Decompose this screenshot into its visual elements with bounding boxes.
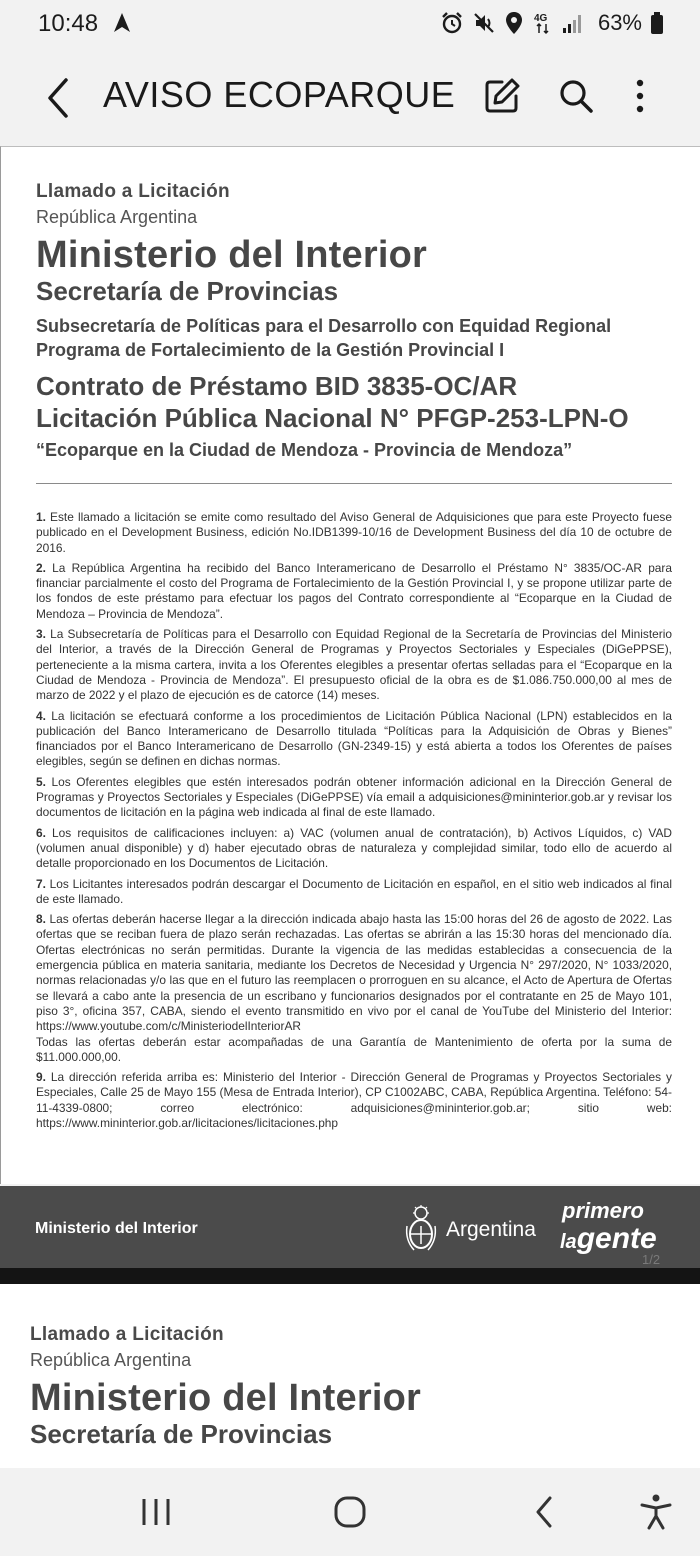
home-icon[interactable] [330,1494,370,1530]
status-bar [0,0,700,52]
page-separator [0,1268,700,1284]
paragraph: 7. Los Licitantes interesados podrán descargar el Documento de Licitación en español, en el sitio web indicados al final de este llamado. [36,876,672,906]
battery-percent: 63% [597,10,642,35]
doc-subsecretaria-line: Subsecretaría de Políticas para el Desarrollo con Equidad Regional [36,316,612,336]
doc-body [36,510,672,1131]
doc-licitacion-line: Licitación Pública Nacional N° PFGP-253-LPN-O [36,403,629,433]
doc-republica: República Argentina [36,207,198,227]
doc-llamado: Llamado a Licitación [30,1324,224,1345]
doc-llamado: Llamado a Licitación [36,181,230,202]
paragraph: 2. La República Argentina ha recibido del Banco Interamericano de Desarrollo el Préstamo N° 3835/OC-AR para financiar parcialmente el costo del Programa de Fortalecimiento de la Gestión Provincial I, y se propone utilizar parte de los fondos de este préstamo para efectuar los pagos del Contrato correspondiente al “Ecoparque en la Ciudad de Mendoza – Provincia de Mendoza”. [36,560,672,621]
doc-contrato [36,370,672,434]
footer-argentina: Argentina [446,1218,536,1241]
location-icon [504,11,524,35]
footer-la-gente: lagente [560,1222,657,1255]
back-arrow-icon[interactable] [40,76,80,120]
page-indicator: 1/2 [642,1252,661,1267]
paragraph: 1. Este llamado a licitación se emite como resultado del Aviso General de Adquisiciones que para este Proyecto fuese publicado en el Development Business, edición No.IDB1399-10/16 de Development Business del día 10 de octubre de 2016. [36,510,672,555]
doc-obra-title: “Ecoparque en la Ciudad de Mendoza - Provincia de Mendoza” [36,440,573,460]
paragraph: 9. La dirección referida arriba es: Ministerio del Interior - Dirección General de Programas y Proyectos Sectoriales y Especiales, Calle 25 de Mayo 155 (Mesa de Entrada Interior), CP C1002ABC, CABA, República Argentina. Teléfono: 54-11-4339-0800; correo electrónico: adquisiciones@mininterior.gob.ar; sitio web: https://www.mininterior.gob.ar/licitaciones/licitaciones.php [36,1070,672,1130]
doc-ministerio: Ministerio del Interior [36,234,427,276]
status-icons [440,10,664,36]
document-content-2 [30,1324,421,1449]
paragraph: 3. La Subsecretaría de Políticas para el Desarrollo con Equidad Regional de la Secretaría de Provincias del Ministerio del Interior, a través de la Dirección General de Programas y Proyectos Sectoriales y Especiales (DiGePPSE), perteneciente a la misma cartera, invita a los Oferentes elegibles a presentar ofertas selladas para el “Ecoparque en la Ciudad de Mendoza - Provincia de Mendoza”. El presupuesto oficial de la obra es de $1.086.750.000,00 al mes de marzo de 2022 y el plazo de ejecución es de catorce (14) meses. [36,627,672,703]
argentina-coat-of-arms-icon [404,1204,438,1254]
doc-programa-line: Programa de Fortalecimiento de la Gestión Provincial I [36,340,505,360]
divider [36,483,672,484]
svg-text:4G: 4G [533,13,548,24]
doc-contrato-line: Contrato de Préstamo BID 3835-OC/AR [36,371,518,401]
document-page-2[interactable] [0,1284,700,1468]
doc-republica: República Argentina [30,1350,192,1370]
doc-ministerio: Ministerio del Interior [30,1377,421,1419]
mute-icon [472,11,496,35]
document-page-1[interactable] [0,146,700,1184]
paragraph: Todas las ofertas deberán estar acompañadas de una Garantía de Mantenimiento de oferta por la suma de $11.000.000,00. [36,1034,672,1064]
system-nav-bar [0,1468,700,1556]
doc-secretaria: Secretaría de Provincias [36,276,339,306]
document-footer [0,1186,700,1268]
search-icon[interactable] [556,76,596,116]
signal-icon [562,12,584,34]
edit-icon[interactable] [482,76,522,116]
paragraph: 6. Los requisitos de calificaciones incluyen: a) VAC (volumen anual de contratación), b) Activos Líquidos, c) VAD (volumen anual disponible) y d) haber ejecutado obras de naturaleza y complejidad similar, todo ello de acuerdo al detalle proporcionado en los Documentos de Licitación. [36,825,672,871]
app-bar [0,52,700,144]
page-title: AVISO ECOPARQUE [103,74,456,115]
recents-icon[interactable] [136,1494,176,1530]
alarm-icon [440,11,464,35]
paragraph: 4. La licitación se efectuará conforme a los procedimientos de Licitación Pública Nacional (LPN) establecidos en la publicación del Banco Interamericano de Desarrollo titulada “Políticas para la Adquisición de Obras y Bienes” financiados por el Banco Interamericano de Desarrollo (GN-2349-15) y está abierta a todos los Oferentes de países elegibles, según se definen en dichas normas. [36,708,672,769]
doc-secretaria: Secretaría de Provincias [30,1419,333,1449]
nav-back-icon[interactable] [526,1494,566,1530]
paragraph: 5. Los Oferentes elegibles que estén interesados podrán obtener información adicional en la Dirección General de Programas y Proyectos Sectoriales y Especiales (DiGePPSE) vía email a adquisiciones@mininterior.gob.ar y revisar los documentos de licitación en la página web indicada al final de este llamado. [36,774,672,820]
more-vert-icon[interactable] [628,76,652,116]
accessibility-icon[interactable] [636,1494,676,1530]
doc-subsecretaria [36,314,672,362]
paragraph: 8. Las ofertas deberán hacerse llegar a la dirección indicada abajo hasta las 15:00 horas del 26 de agosto de 2022. Las ofertas que se reciban fuera de plazo serán rechazadas. Las ofertas se abrirán a las 15:30 horas del mencionado día. Ofertas electrónicas no serán permitidas. Durante la vigencia de las medidas establecidas a consecuencia de la emergencia pública en materia sanitaria, mediante los Decretos de Necesidad y Urgencia N° 297/2020, N° 1033/2020, normas relacionadas y/o las que en el futuro las reemplacen o prorroguen en su alcance, el Acto de Apertura de Ofertas se llevará a cabo ante la presencia de un escribano y funcionarios designados por el contratante en 25 de Mayo 101, piso 3°, oficina 357, CABA, siendo el evento transmitido en vivo por el canal de YouTube del Ministerio del Interior: https://www.youtube.com/c/MinisteriodelInteriorAR [36,912,672,1034]
navigation-arrow-icon [112,12,132,34]
battery-icon [650,11,664,35]
document-content [36,181,672,1136]
network-4g-icon [532,11,554,35]
footer-primero: primero [562,1198,644,1223]
clock: 10:48 [38,10,99,37]
footer-ministerio: Ministerio del Interior [35,1220,198,1237]
